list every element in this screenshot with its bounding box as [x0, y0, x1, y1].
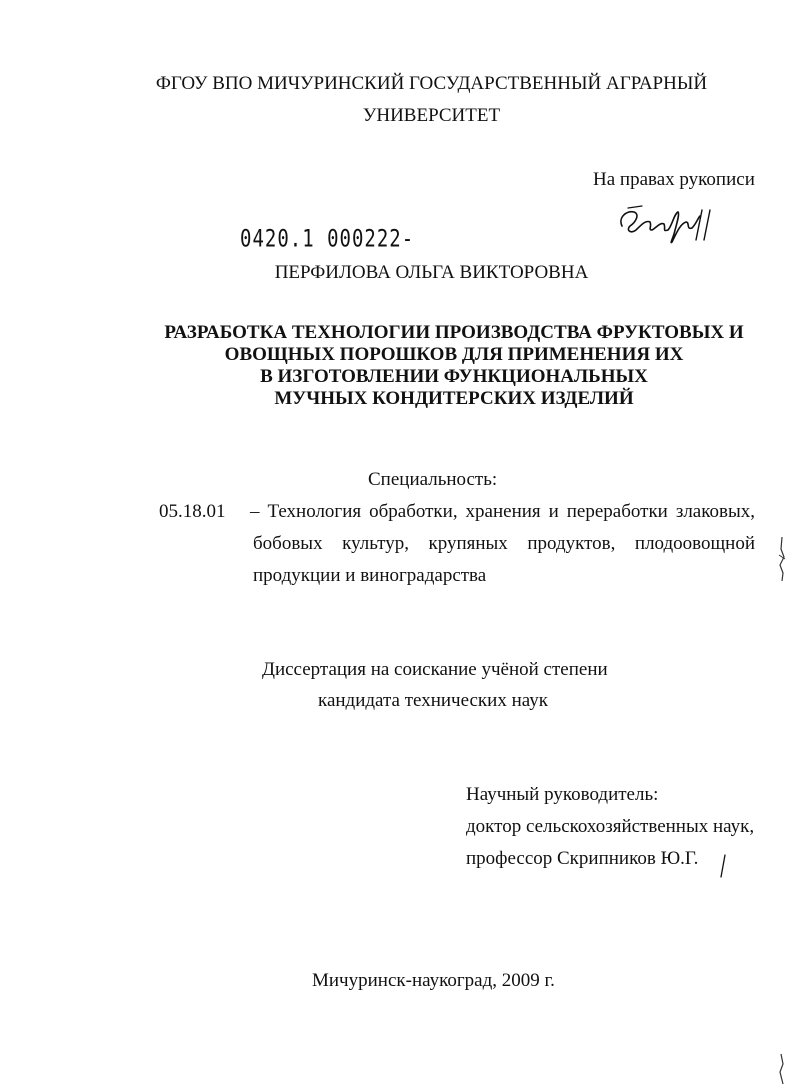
institution-name-line1: ФГОУ ВПО МИЧУРИНСКИЙ ГОСУДАРСТВЕННЫЙ АГРАРНЫЙ [155, 73, 708, 94]
scan-margin-mark-icon [775, 535, 789, 583]
pen-tick-icon [714, 852, 730, 880]
degree-statement-line2: кандидата технических наук [318, 690, 548, 711]
title-line: РАЗРАБОТКА ТЕХНОЛОГИИ ПРОИЗВОДСТВА ФРУКТОВЫХ И [164, 322, 744, 343]
supervisor-label: Научный руководитель: [466, 784, 659, 805]
archive-stamp-code: 0420.1 000222- [240, 225, 415, 253]
supervisor-name: профессор Скрипников Ю.Г. [466, 848, 699, 869]
manuscript-rights-note: На правах рукописи [593, 169, 755, 190]
specialty-description-line3: продукции и виноградарства [253, 565, 487, 586]
specialty-code: 05.18.01 [159, 501, 226, 522]
title-line: В ИЗГОТОВЛЕНИИ ФУНКЦИОНАЛЬНЫХ [260, 366, 648, 387]
degree-statement-line1: Диссертация на соискание учёной степени [262, 659, 608, 680]
specialty-description-line1: – Технология обработки, хранения и переработки злаковых, [250, 501, 755, 522]
supervisor-degree: доктор сельскохозяйственных наук, [466, 816, 755, 837]
title-line: МУЧНЫХ КОНДИТЕРСКИХ ИЗДЕЛИЙ [274, 388, 634, 409]
specialty-label: Специальность: [368, 469, 498, 490]
handwritten-signature-icon [616, 200, 716, 245]
city-and-year: Мичуринск-наукоград, 2009 г. [312, 970, 555, 991]
specialty-description-line2: бобовых культур, крупяных продуктов, плодоовощной [253, 533, 755, 554]
scan-margin-mark-icon [775, 1052, 789, 1086]
title-line: ОВОЩНЫХ ПОРОШКОВ ДЛЯ ПРИМЕНЕНИЯ ИХ [224, 344, 684, 365]
dissertation-title [0, 322, 795, 410]
institution-name-line2: УНИВЕРСИТЕТ [362, 105, 501, 126]
author-name: ПЕРФИЛОВА ОЛЬГА ВИКТОРОВНА [274, 262, 589, 283]
